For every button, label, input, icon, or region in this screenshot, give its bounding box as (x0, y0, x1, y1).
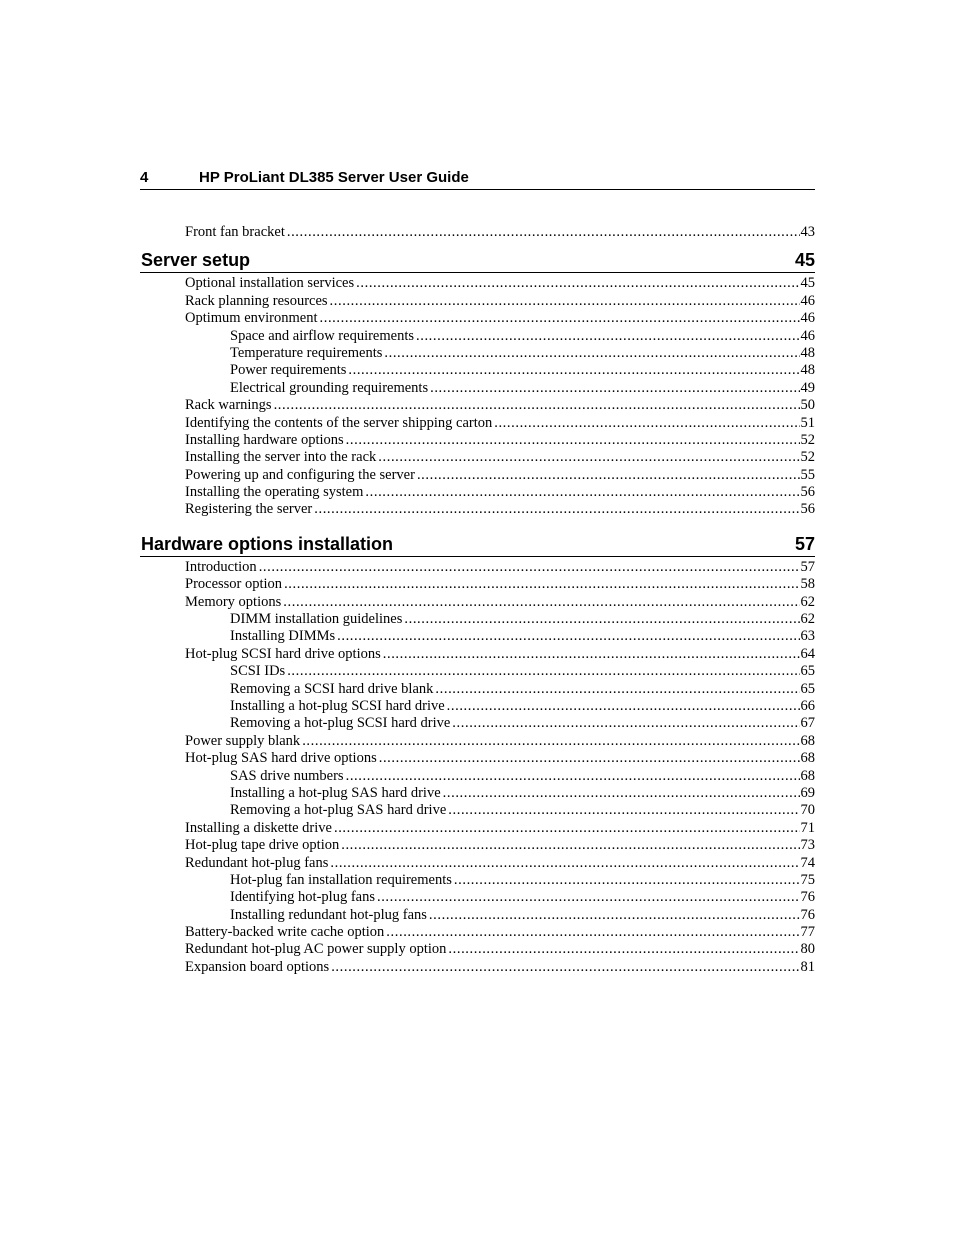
toc-entry-page: 75 (800, 871, 815, 888)
dot-leader (283, 594, 799, 611)
dot-leader (454, 872, 800, 889)
dot-leader (337, 628, 799, 645)
dot-leader (356, 275, 799, 292)
toc-entry[interactable] (140, 681, 815, 698)
toc-entry-label: Expansion board options (185, 958, 330, 975)
toc-entry[interactable] (140, 362, 815, 379)
toc-entry[interactable] (140, 501, 815, 518)
toc-entry-label: Hot-plug SCSI hard drive options (185, 645, 381, 662)
toc-entry-label: Installing redundant hot-plug fans (230, 906, 427, 923)
dot-leader (330, 855, 799, 872)
section-heading[interactable] (140, 245, 815, 273)
toc-entry[interactable] (140, 345, 815, 362)
toc-entry-page: 57 (800, 558, 815, 575)
section-page: 57 (794, 533, 815, 554)
toc-entry-label: Hot-plug SAS hard drive options (185, 750, 377, 767)
toc-entry-page: 69 (800, 784, 815, 801)
toc-entry-page: 70 (800, 802, 815, 819)
toc-entry[interactable] (140, 467, 815, 484)
toc-entry-label: Installing a hot-plug SAS hard drive (230, 784, 441, 801)
toc-entry-page: 74 (800, 854, 815, 871)
dot-leader (435, 681, 799, 698)
toc-entry-page: 46 (800, 292, 815, 309)
section-page: 45 (794, 250, 815, 271)
toc-entry-page: 63 (800, 628, 815, 645)
toc-entry-page: 65 (800, 663, 815, 680)
dot-leader (494, 415, 799, 432)
toc-entry-label: Hot-plug fan installation requirements (230, 871, 452, 888)
toc-entry[interactable] (140, 380, 815, 397)
dot-leader (452, 715, 799, 732)
toc-entry-label: DIMM installation guidelines (230, 611, 403, 628)
toc-entry[interactable] (140, 224, 815, 241)
toc-entry-page: 81 (800, 958, 815, 975)
toc-entry-label: Installing the operating system (185, 484, 364, 501)
toc-entry[interactable] (140, 275, 815, 292)
toc-entry-page: 76 (800, 889, 815, 906)
toc-entry-label: Installing a diskette drive (185, 819, 332, 836)
toc-entry[interactable] (140, 855, 815, 872)
toc-entry-label: Removing a hot-plug SAS hard drive (230, 802, 447, 819)
toc-entry[interactable] (140, 820, 815, 837)
toc-entry-page: 77 (800, 924, 815, 941)
toc-entry-label: Electrical grounding requirements (230, 379, 429, 396)
toc-entry-label: Registering the server (185, 501, 313, 518)
toc-entry-label: Introduction (185, 558, 257, 575)
toc-entry-page: 80 (800, 941, 815, 958)
toc-entry[interactable] (140, 663, 815, 680)
toc-entry-page: 52 (800, 449, 815, 466)
dot-leader (346, 432, 800, 449)
dot-leader (383, 646, 800, 663)
toc-entry-label: Processor option (185, 576, 283, 593)
dot-leader (448, 802, 799, 819)
dot-leader (330, 293, 800, 310)
toc-entry-label: Power supply blank (185, 732, 301, 749)
page-number: 4 (140, 169, 149, 186)
toc-entry[interactable] (140, 559, 815, 576)
toc-entry-label: Memory options (185, 593, 282, 610)
dot-leader (417, 467, 800, 484)
toc-entry-page: 71 (800, 819, 815, 836)
toc-entry[interactable] (140, 449, 815, 466)
dot-leader (386, 924, 799, 941)
toc-entry-page: 68 (800, 732, 815, 749)
toc-entry[interactable] (140, 889, 815, 906)
toc-entry-page: 68 (800, 750, 815, 767)
toc-entry-page: 52 (800, 431, 815, 448)
toc-entry-label: Removing a SCSI hard drive blank (230, 680, 434, 697)
toc-entry[interactable] (140, 768, 815, 785)
toc-entry-label: SCSI IDs (230, 663, 286, 680)
toc-entry[interactable] (140, 715, 815, 732)
table-of-contents (140, 224, 815, 976)
dot-leader (346, 768, 800, 785)
toc-entry-label: Identifying the contents of the server shipping carton (185, 414, 493, 431)
toc-entry-label: SAS drive numbers (230, 767, 344, 784)
toc-entry[interactable] (140, 310, 815, 327)
toc-entry-label: Removing a hot-plug SCSI hard drive (230, 715, 451, 732)
dot-leader (274, 397, 800, 414)
toc-entry-label: Battery-backed write cache option (185, 924, 385, 941)
dot-leader (416, 328, 800, 345)
toc-entry-label: Space and airflow requirements (230, 327, 414, 344)
dot-leader (384, 345, 799, 362)
dot-leader (284, 576, 799, 593)
toc-entry-page: 55 (800, 466, 815, 483)
toc-entry-label: Installing the server into the rack (185, 449, 377, 466)
toc-entry-page: 56 (800, 484, 815, 501)
toc-entry[interactable] (140, 733, 815, 750)
toc-entry-page: 48 (800, 344, 815, 361)
toc-entry-page: 56 (800, 501, 815, 518)
toc-entry-label: Redundant hot-plug fans (185, 854, 329, 871)
toc-entry-label: Installing a hot-plug SCSI hard drive (230, 697, 445, 714)
toc-entry-page: 46 (800, 310, 815, 327)
toc-entry-label: Redundant hot-plug AC power supply option (185, 941, 447, 958)
dot-leader (334, 820, 800, 837)
toc-entry[interactable] (140, 432, 815, 449)
toc-entry[interactable] (140, 924, 815, 941)
toc-entry-page: 51 (800, 414, 815, 431)
toc-entry[interactable] (140, 328, 815, 345)
toc-entry[interactable] (140, 872, 815, 889)
toc-entry-label: Installing hardware options (185, 431, 344, 448)
toc-entry[interactable] (140, 611, 815, 628)
dot-leader (377, 889, 800, 906)
toc-entry[interactable] (140, 628, 815, 645)
toc-entry[interactable] (140, 941, 815, 958)
dot-leader (287, 663, 799, 680)
dot-leader (341, 837, 799, 854)
toc-entry-label: Powering up and configuring the server (185, 466, 415, 483)
dot-leader (430, 380, 799, 397)
toc-entry-page: 62 (800, 593, 815, 610)
toc-entry-page: 49 (800, 379, 815, 396)
dot-leader (379, 750, 800, 767)
toc-entry-page: 58 (800, 576, 815, 593)
dot-leader (443, 785, 800, 802)
running-header (140, 168, 815, 190)
dot-leader (331, 959, 799, 976)
toc-entry[interactable] (140, 484, 815, 501)
toc-entry-label: Rack planning resources (185, 292, 328, 309)
toc-entry[interactable] (140, 837, 815, 854)
toc-entry[interactable] (140, 698, 815, 715)
toc-entry[interactable] (140, 397, 815, 414)
toc-entry[interactable] (140, 594, 815, 611)
section-heading[interactable] (140, 529, 815, 557)
toc-entry[interactable] (140, 802, 815, 819)
toc-entry[interactable] (140, 293, 815, 310)
toc-entry-page: 64 (800, 645, 815, 662)
toc-entry-label: Installing DIMMs (230, 628, 336, 645)
section-title: Server setup (141, 250, 251, 271)
dot-leader (302, 733, 799, 750)
dot-leader (448, 941, 799, 958)
toc-entry-label: Hot-plug tape drive option (185, 837, 340, 854)
toc-entry-label: Optimum environment (185, 310, 318, 327)
toc-entry-label: Front fan bracket (185, 224, 285, 240)
toc-entry[interactable] (140, 750, 815, 767)
toc-entry-page: 45 (800, 275, 815, 292)
dot-leader (348, 362, 799, 379)
toc-entry-page: 76 (800, 906, 815, 923)
toc-entry-page: 62 (800, 611, 815, 628)
dot-leader (429, 907, 800, 924)
dot-leader (314, 501, 799, 518)
toc-entry-page: 48 (800, 362, 815, 379)
toc-entry-page: 46 (800, 327, 815, 344)
dot-leader (259, 559, 800, 576)
toc-entry-label: Rack warnings (185, 397, 272, 414)
toc-entry-page: 67 (800, 715, 815, 732)
dot-leader (447, 698, 800, 715)
toc-entry-label: Power requirements (230, 362, 347, 379)
dot-leader (404, 611, 799, 628)
document-title: HP ProLiant DL385 Server User Guide (199, 169, 469, 186)
toc-entry-page: 65 (800, 680, 815, 697)
toc-entry-page: 50 (800, 397, 815, 414)
toc-entry[interactable] (140, 959, 815, 976)
toc-entry[interactable] (140, 415, 815, 432)
toc-entry-label: Temperature requirements (230, 344, 383, 361)
section-title: Hardware options installation (141, 533, 394, 554)
dot-leader (287, 224, 800, 241)
toc-entry-page: 68 (800, 767, 815, 784)
toc-entry-page: 43 (800, 224, 815, 240)
toc-entry-label: Identifying hot-plug fans (230, 889, 375, 906)
toc-entry-page: 66 (800, 697, 815, 714)
dot-leader (365, 484, 799, 501)
dot-leader (378, 449, 799, 466)
toc-entry[interactable] (140, 907, 815, 924)
toc-entry-label: Optional installation services (185, 275, 355, 292)
toc-entry-page: 73 (800, 837, 815, 854)
toc-entry[interactable] (140, 646, 815, 663)
toc-entry[interactable] (140, 576, 815, 593)
dot-leader (320, 310, 800, 327)
toc-entry[interactable] (140, 785, 815, 802)
